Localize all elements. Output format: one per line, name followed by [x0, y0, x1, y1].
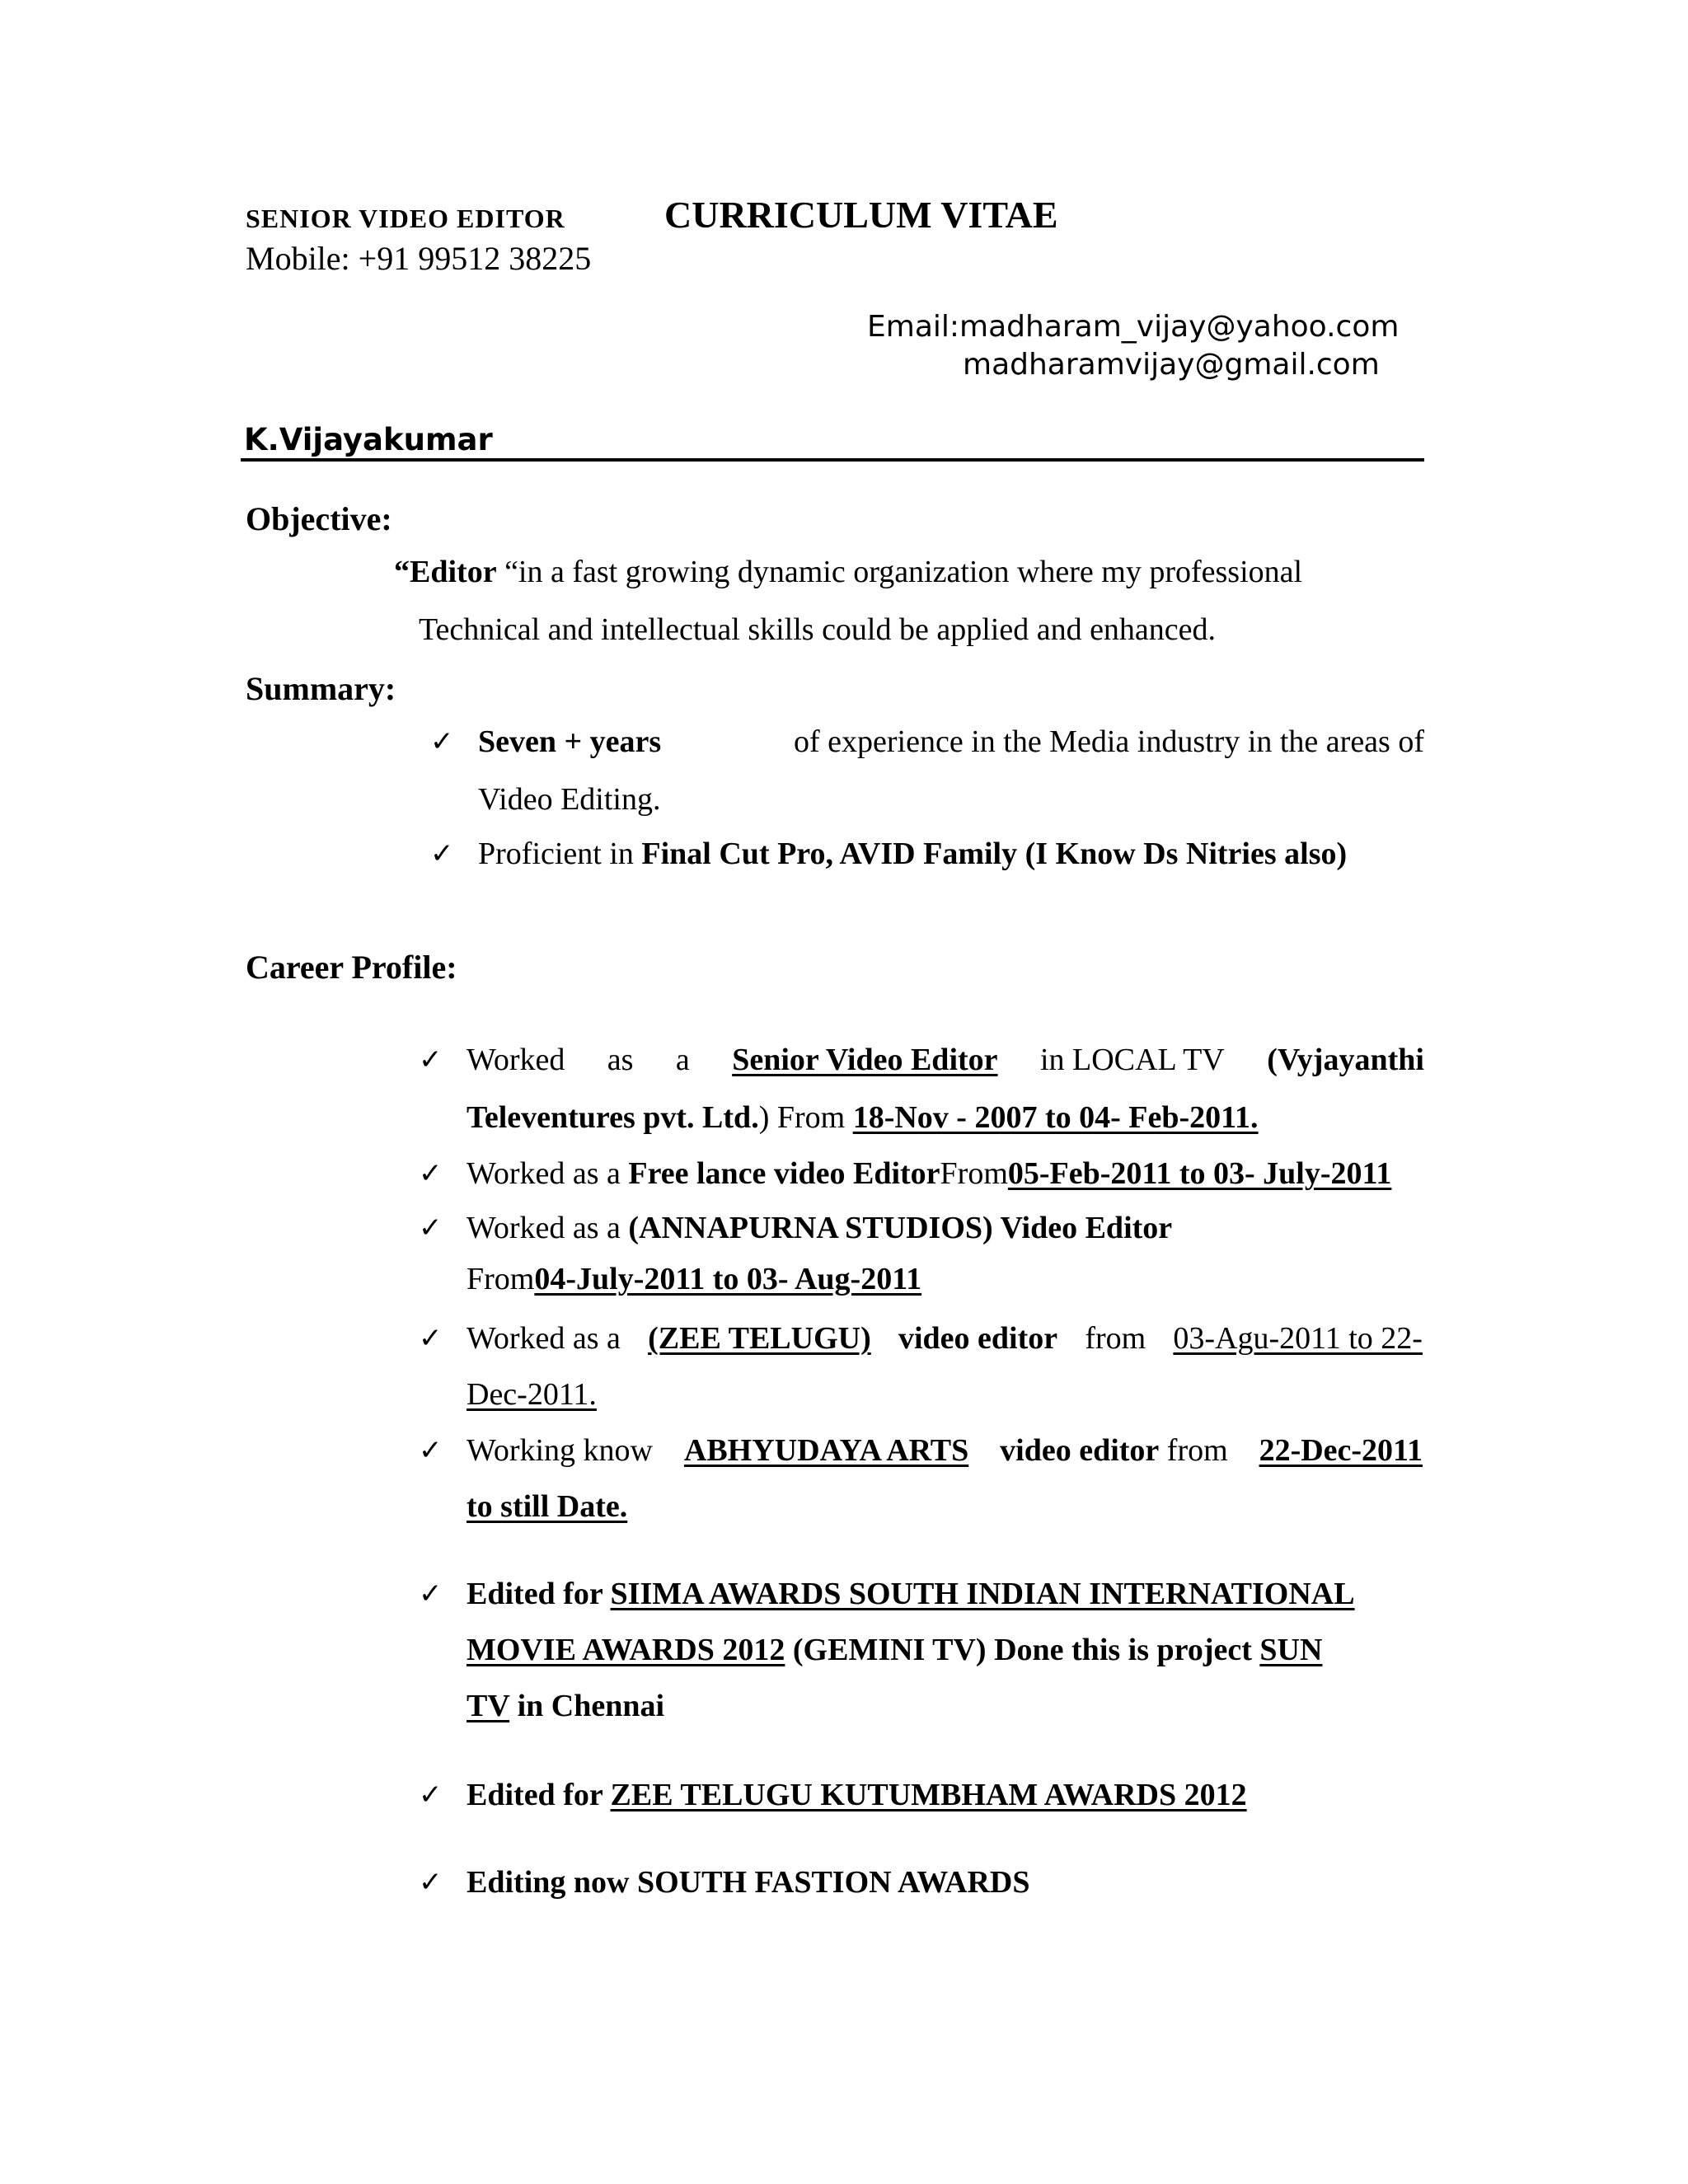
career-3-pre: Worked as a: [467, 1211, 621, 1245]
career-1-dates: 18-Nov - 2007 to 04- Feb-2011.: [852, 1100, 1259, 1135]
email-secondary[interactable]: madharamvijay@gmail.com: [963, 348, 1380, 382]
career-item-3-line-2: [467, 1261, 921, 1297]
career-item-7: [467, 1777, 1247, 1813]
career-6-pre: Edited for: [467, 1577, 603, 1611]
check-icon: ✓: [419, 1043, 443, 1076]
career-item-3: [467, 1210, 1172, 1246]
summary-proficient: Proficient in: [478, 837, 634, 871]
email-line: [867, 310, 1399, 344]
career-item-5: [467, 1432, 1423, 1469]
email-primary[interactable]: madharam_vijay@yahoo.com: [959, 310, 1400, 344]
check-icon: ✓: [419, 1322, 443, 1355]
career-1-role: Senior Video Editor: [732, 1043, 998, 1077]
career-heading: Career Profile:: [246, 949, 457, 986]
career-4-company: (ZEE TELUGU): [648, 1321, 871, 1356]
career-4-dates-b: Dec-2011.: [467, 1377, 597, 1412]
career-5-role: video editor: [1000, 1433, 1160, 1468]
career-5-pre: Working know: [467, 1433, 653, 1468]
career-1-word: as: [607, 1043, 634, 1077]
career-item-2: [467, 1155, 1391, 1192]
summary-software: Final Cut Pro, AVID Family (I Know Ds Nitries also): [641, 837, 1348, 871]
objective-heading: Objective:: [246, 500, 392, 537]
career-1-word: a: [675, 1043, 690, 1077]
career-item-6-line-2: [467, 1632, 1322, 1668]
career-2-from: From: [940, 1156, 1008, 1191]
name-divider: [241, 458, 1424, 462]
career-3-from: From: [467, 1262, 535, 1296]
candidate-name: K.Vijayakumar: [244, 422, 493, 457]
mobile-line: [246, 239, 591, 278]
check-icon: ✓: [430, 837, 454, 870]
career-5-from: from: [1166, 1433, 1228, 1468]
career-6-tv: TV: [467, 1689, 510, 1723]
summary-years: Seven + years: [478, 724, 662, 759]
summary-item-1-line-2: Video Editing.: [478, 782, 661, 817]
career-6-sun: SUN: [1259, 1633, 1323, 1667]
summary-item-1: [478, 724, 1424, 760]
summary-item-2: [478, 836, 1347, 872]
career-3-role: (ANNAPURNA STUDIOS) Video Editor: [628, 1211, 1173, 1245]
role-label: SENIOR VIDEO EDITOR: [246, 204, 565, 233]
check-icon: ✓: [419, 1434, 443, 1467]
career-4-from: from: [1085, 1321, 1146, 1356]
career-1-mid: in LOCAL TV: [1039, 1043, 1225, 1077]
document-title: CURRICULUM VITAE: [664, 194, 1058, 236]
career-6-end: in Chennai: [517, 1689, 665, 1723]
email-label: Email:: [867, 310, 960, 344]
check-icon: ✓: [419, 1866, 443, 1899]
check-icon: ✓: [419, 1212, 443, 1244]
check-icon: ✓: [419, 1779, 443, 1811]
career-item-8: Editing now SOUTH FASTION AWARDS: [467, 1865, 1030, 1900]
summary-text-1: of experience in the Media industry in the areas of: [794, 724, 1424, 759]
objective-line-1: [394, 554, 1302, 590]
mobile-number: +91 99512 38225: [358, 240, 592, 277]
career-item-4: [467, 1320, 1423, 1357]
career-2-pre: Worked as a: [467, 1156, 621, 1191]
check-icon: ✓: [419, 1157, 443, 1190]
career-4-dates-a: 03-Agu-2011 to 22-: [1173, 1321, 1423, 1356]
career-5-dates-b: to still Date.: [467, 1489, 628, 1524]
check-icon: ✓: [430, 725, 454, 758]
career-2-role: Free lance video Editor: [628, 1156, 940, 1191]
career-5-company: ABHYUDAYA ARTS: [683, 1433, 969, 1468]
career-7-pre: Edited for: [467, 1778, 603, 1812]
career-item-6-line-3: [467, 1688, 664, 1724]
career-4-pre: Worked as a: [467, 1321, 621, 1356]
objective-text-1: “in a fast growing dynamic organization where my professional: [504, 555, 1303, 589]
summary-heading: Summary:: [246, 670, 396, 707]
career-2-dates: 05-Feb-2011 to 03- July-2011: [1007, 1156, 1392, 1191]
career-7-award: ZEE TELUGU KUTUMBHAM AWARDS 2012: [610, 1778, 1247, 1812]
career-3-dates: 04-July-2011 to 03- Aug-2011: [534, 1262, 922, 1296]
mobile-label: Mobile:: [246, 240, 350, 277]
check-icon: ✓: [419, 1577, 443, 1610]
career-1-word: Worked: [467, 1043, 565, 1077]
career-5-dates-a: 22-Dec-2011: [1259, 1433, 1423, 1468]
career-4-role: video editor: [898, 1321, 1058, 1356]
career-6-award-a: SIIMA AWARDS SOUTH INDIAN INTERNATIONAL: [610, 1577, 1355, 1611]
career-item-1-line-2: [467, 1099, 1259, 1136]
career-6-award-b: MOVIE AWARDS 2012: [467, 1633, 785, 1667]
career-1-company-b: Televentures pvt. Ltd.: [467, 1100, 759, 1135]
career-item-1: [467, 1042, 1424, 1078]
objective-line-2: Technical and intellectual skills could be applied and enhanced.: [419, 612, 1217, 647]
career-1-company-a: (Vyjayanthi: [1267, 1043, 1424, 1077]
career-6-mid: (GEMINI TV) Done this is project: [792, 1633, 1252, 1667]
objective-editor: “Editor: [394, 555, 497, 589]
career-1-from: ) From: [758, 1100, 846, 1135]
career-item-6: [467, 1576, 1355, 1612]
